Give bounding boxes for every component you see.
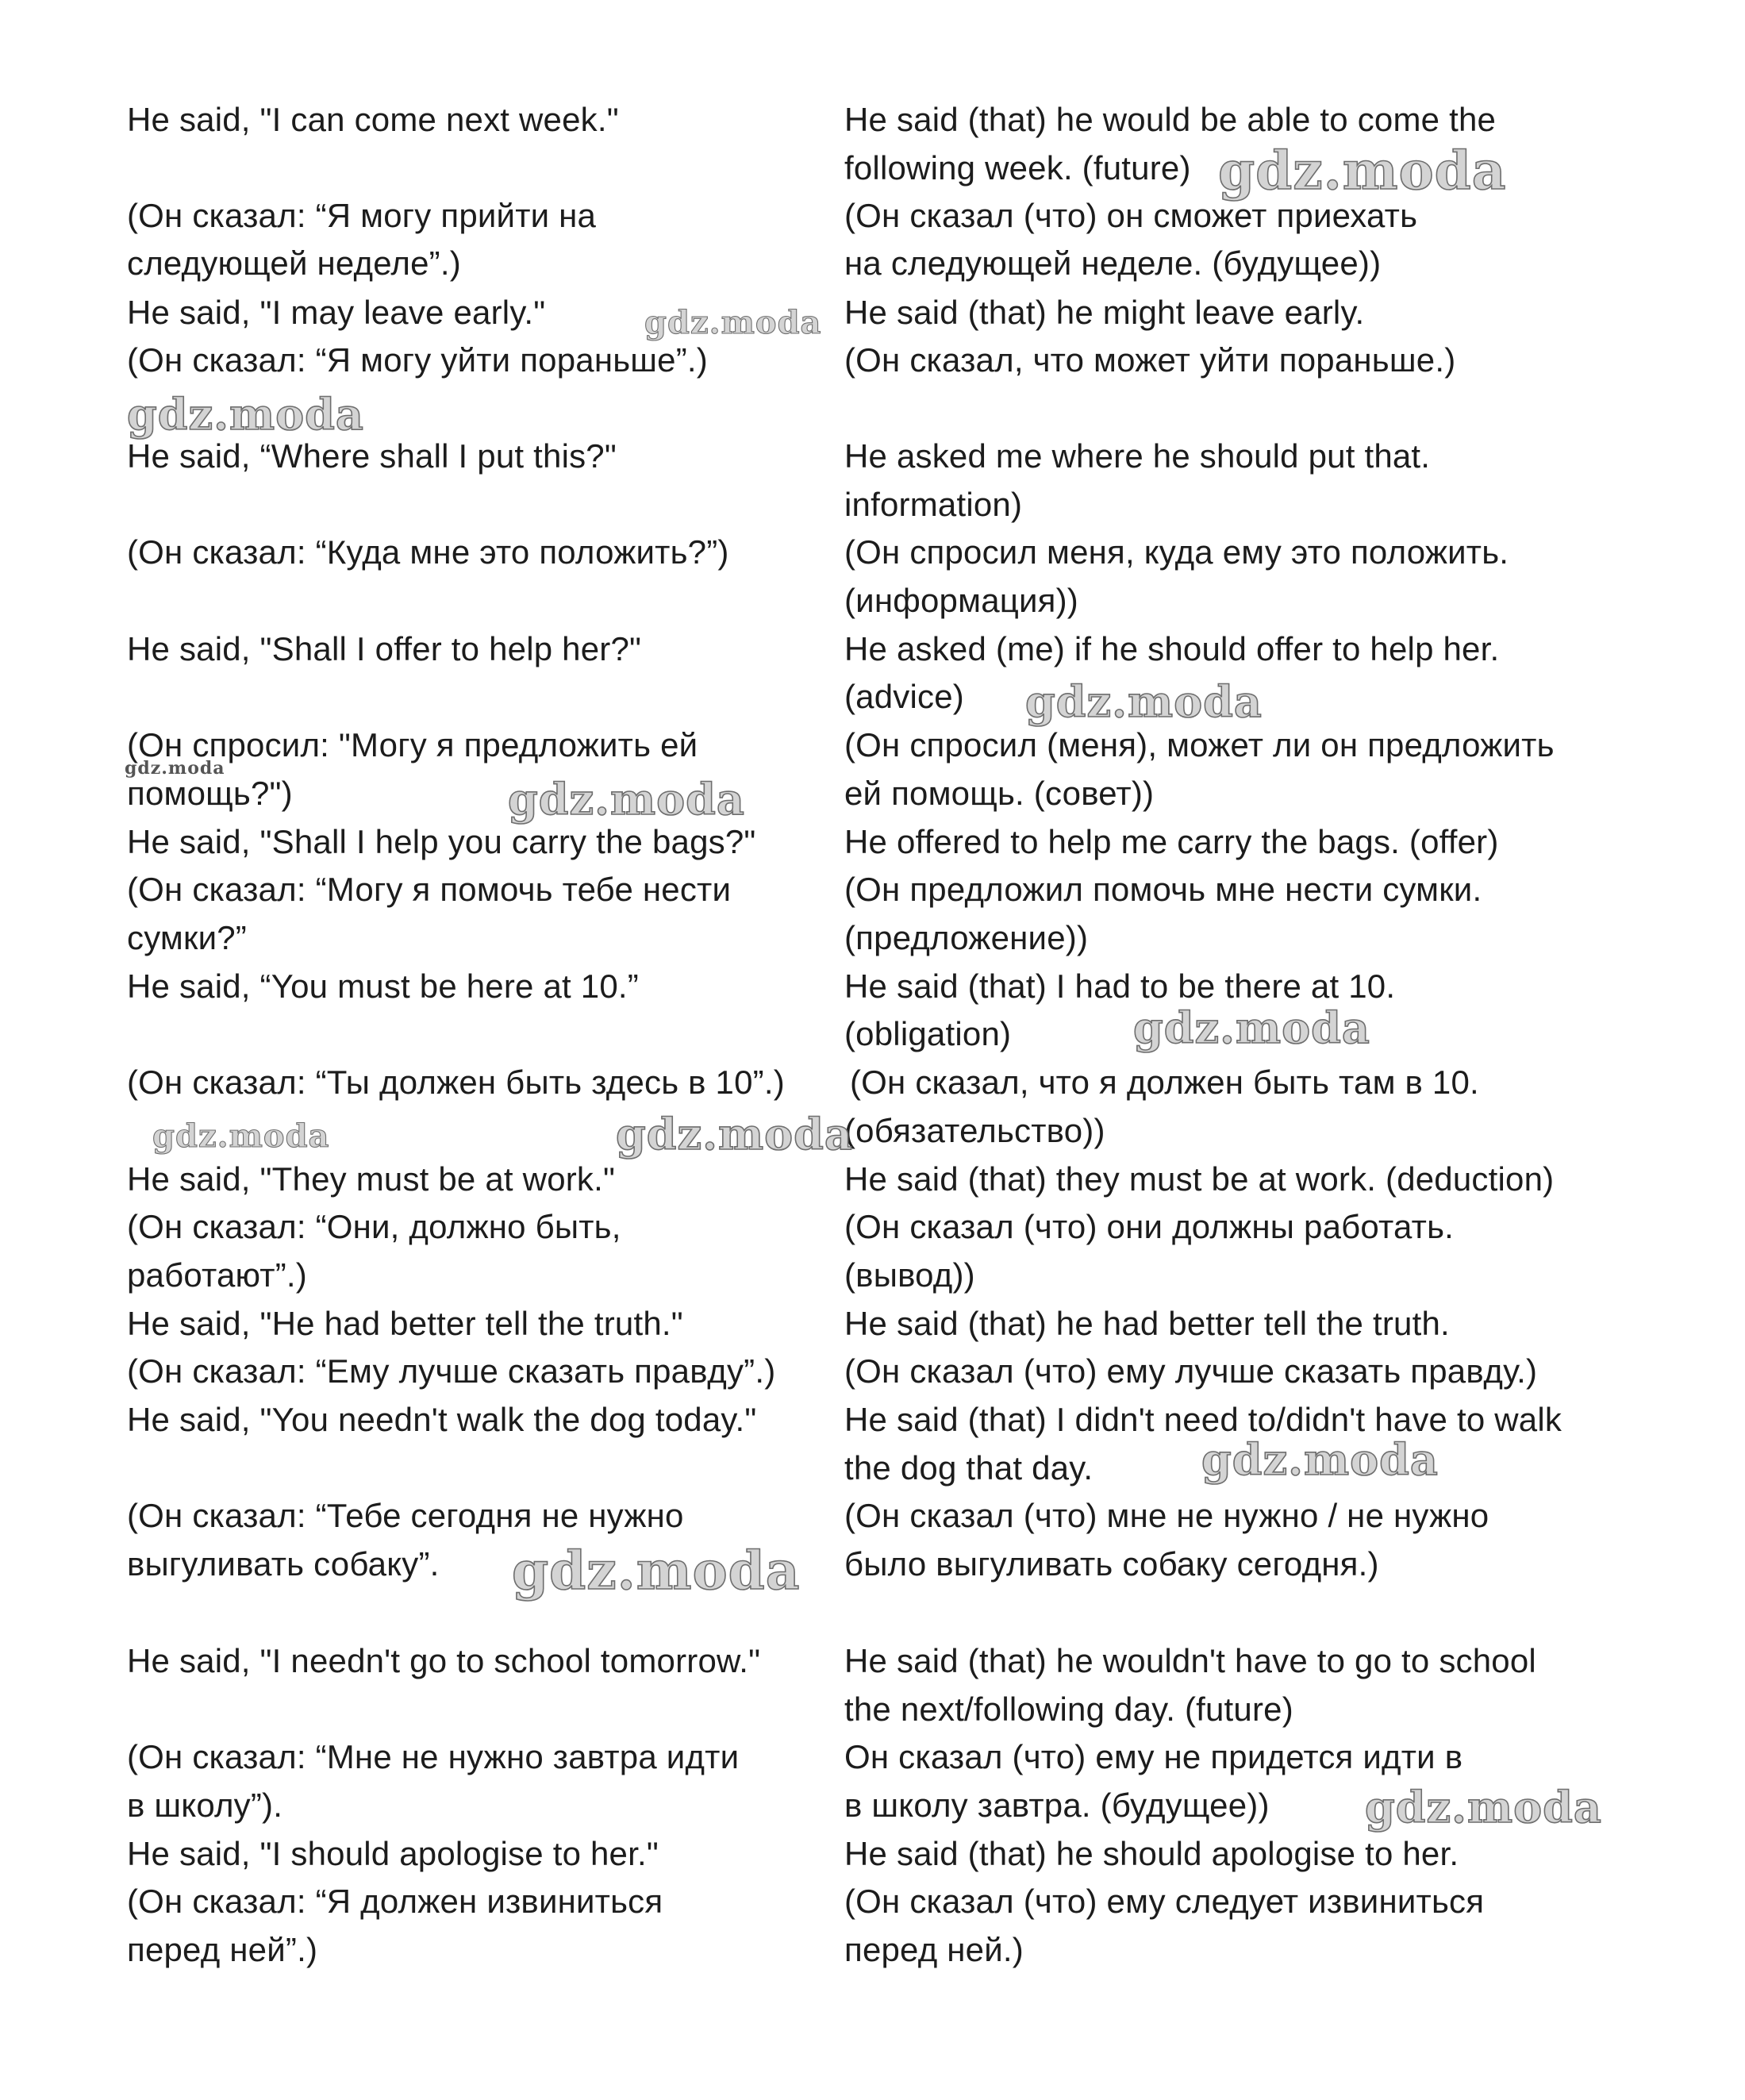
left-line: выгуливать собаку”. — [127, 1545, 440, 1583]
right-line: (Он сказал (что) ему лучше сказать правду.) — [844, 1352, 1538, 1390]
left-line: He said, "They must be at work." — [127, 1160, 616, 1198]
right-line: Он сказал (что) ему не придется идти в — [844, 1738, 1463, 1775]
right-line: (обязательство)) — [844, 1112, 1105, 1149]
right-line: (Он предложил помочь мне нести сумки. — [844, 871, 1482, 908]
left-line: (Он сказал: “Тебе сегодня не нужно — [127, 1497, 684, 1534]
right-line: было выгуливать собаку сегодня.) — [844, 1545, 1379, 1583]
left-line: (Он сказал: “Ему лучше сказать правду”.) — [127, 1352, 776, 1390]
right-line: на следующей неделе. (будущее)) — [844, 244, 1382, 282]
left-line: He said, "I needn't go to school tomorrow." — [127, 1642, 761, 1679]
right-line: (advice) — [844, 678, 964, 715]
left-line: (Он сказал: “Куда мне это положить?”) — [127, 533, 729, 571]
right-line: He asked (me) if he should offer to help her. — [844, 630, 1500, 667]
right-line: перед ней.) — [844, 1931, 1024, 1968]
left-line: работают”.) — [127, 1256, 307, 1294]
left-line: (Он сказал: “Я должен извиниться — [127, 1883, 663, 1920]
right-line: (Он сказал, что может уйти пораньше.) — [844, 341, 1456, 379]
right-line: (Он спросил (меня), может ли он предложить — [844, 726, 1555, 763]
left-line: He said, "Shall I help you carry the bags?" — [127, 823, 756, 860]
watermark: gdz.moda — [1025, 676, 1263, 727]
right-line: He said (that) he wouldn't have to go to school — [844, 1642, 1536, 1679]
left-line: He said, "I may leave early." — [127, 294, 546, 331]
right-line: He said (that) I didn't need to/didn't have to walk — [844, 1401, 1562, 1438]
right-line: He said (that) I had to be there at 10. — [844, 967, 1396, 1005]
watermark: gdz.moda — [1133, 1002, 1370, 1053]
left-line: перед ней”.) — [127, 1931, 318, 1968]
right-line: ей помощь. (совет)) — [844, 775, 1155, 812]
watermark: gdz.moda — [152, 1117, 330, 1155]
watermark: gdz.moda — [616, 1109, 853, 1160]
left-line: He said, “You must be here at 10.” — [127, 967, 639, 1005]
left-line: He said, "I can come next week." — [127, 101, 619, 138]
watermark: gdz.moda — [508, 774, 745, 825]
watermark: gdz.moda — [644, 304, 822, 341]
right-line: (Он спросил меня, куда ему это положить. — [844, 533, 1509, 571]
left-line: He said, "Shall I offer to help her?" — [127, 630, 642, 667]
right-line: (предложение)) — [844, 919, 1089, 956]
left-line: (Он сказал: “Могу я помочь тебе нести — [127, 871, 732, 908]
left-line: He said, "I should apologise to her." — [127, 1835, 659, 1872]
left-line: He said, "He had better tell the truth." — [127, 1305, 683, 1342]
left-line: (Он сказал: “Я могу прийти на — [127, 197, 597, 234]
left-line: (Он сказал: “Мне не нужно завтра идти — [127, 1738, 740, 1775]
left-line: He said, "You needn't walk the dog today." — [127, 1401, 757, 1438]
left-line: в школу”). — [127, 1787, 283, 1824]
right-line: в школу завтра. (будущее)) — [844, 1787, 1270, 1824]
watermark: gdz.moda — [1365, 1782, 1602, 1833]
right-line: (obligation) — [844, 1015, 1012, 1052]
right-line: (Он сказал (что) ему следует извиниться — [844, 1883, 1485, 1920]
watermark: gdz.moda — [1218, 140, 1507, 202]
watermark: gdz.moda — [127, 389, 364, 440]
left-line: следующей неделе”.) — [127, 244, 461, 282]
watermark: gdz.moda — [125, 758, 225, 779]
right-line: information) — [844, 486, 1023, 523]
left-line: (Он сказал: “Я могу уйти пораньше”.) — [127, 341, 708, 379]
right-line: He said (that) he should apologise to her. — [844, 1835, 1459, 1872]
right-line: (Он сказал, что я должен быть там в 10. — [850, 1063, 1479, 1101]
right-line: (вывод)) — [844, 1256, 975, 1294]
watermark: gdz.moda — [512, 1540, 801, 1602]
right-line: (Он сказал (что) они должны работать. — [844, 1208, 1455, 1245]
right-line: the dog that day. — [844, 1449, 1094, 1487]
left-line: помощь?") — [127, 775, 293, 812]
right-line: He said (that) he would be able to come the — [844, 101, 1497, 138]
right-line: (Он сказал (что) мне не нужно / не нужно — [844, 1497, 1489, 1534]
right-line: He offered to help me carry the bags. (offer) — [844, 823, 1499, 860]
right-line: He said (that) they must be at work. (deduction) — [844, 1160, 1555, 1198]
watermark: gdz.moda — [1201, 1434, 1439, 1485]
right-line: He asked me where he should put that. — [844, 437, 1431, 475]
right-line: (Он сказал (что) он сможет приехать — [844, 197, 1418, 234]
right-line: following week. (future) — [844, 149, 1191, 187]
left-line: сумки?” — [127, 919, 247, 956]
left-line: (Он спросил: "Могу я предложить ей — [127, 726, 698, 763]
right-line: He said (that) he had better tell the truth. — [844, 1305, 1450, 1342]
right-line: the next/following day. (future) — [844, 1690, 1293, 1728]
right-line: He said (that) he might leave early. — [844, 294, 1365, 331]
left-line: He said, “Where shall I put this?" — [127, 437, 617, 475]
left-line: (Он сказал: “Они, должно быть, — [127, 1208, 621, 1245]
left-line: (Он сказал: “Ты должен быть здесь в 10”.) — [127, 1063, 785, 1101]
right-line: (информация)) — [844, 582, 1078, 619]
